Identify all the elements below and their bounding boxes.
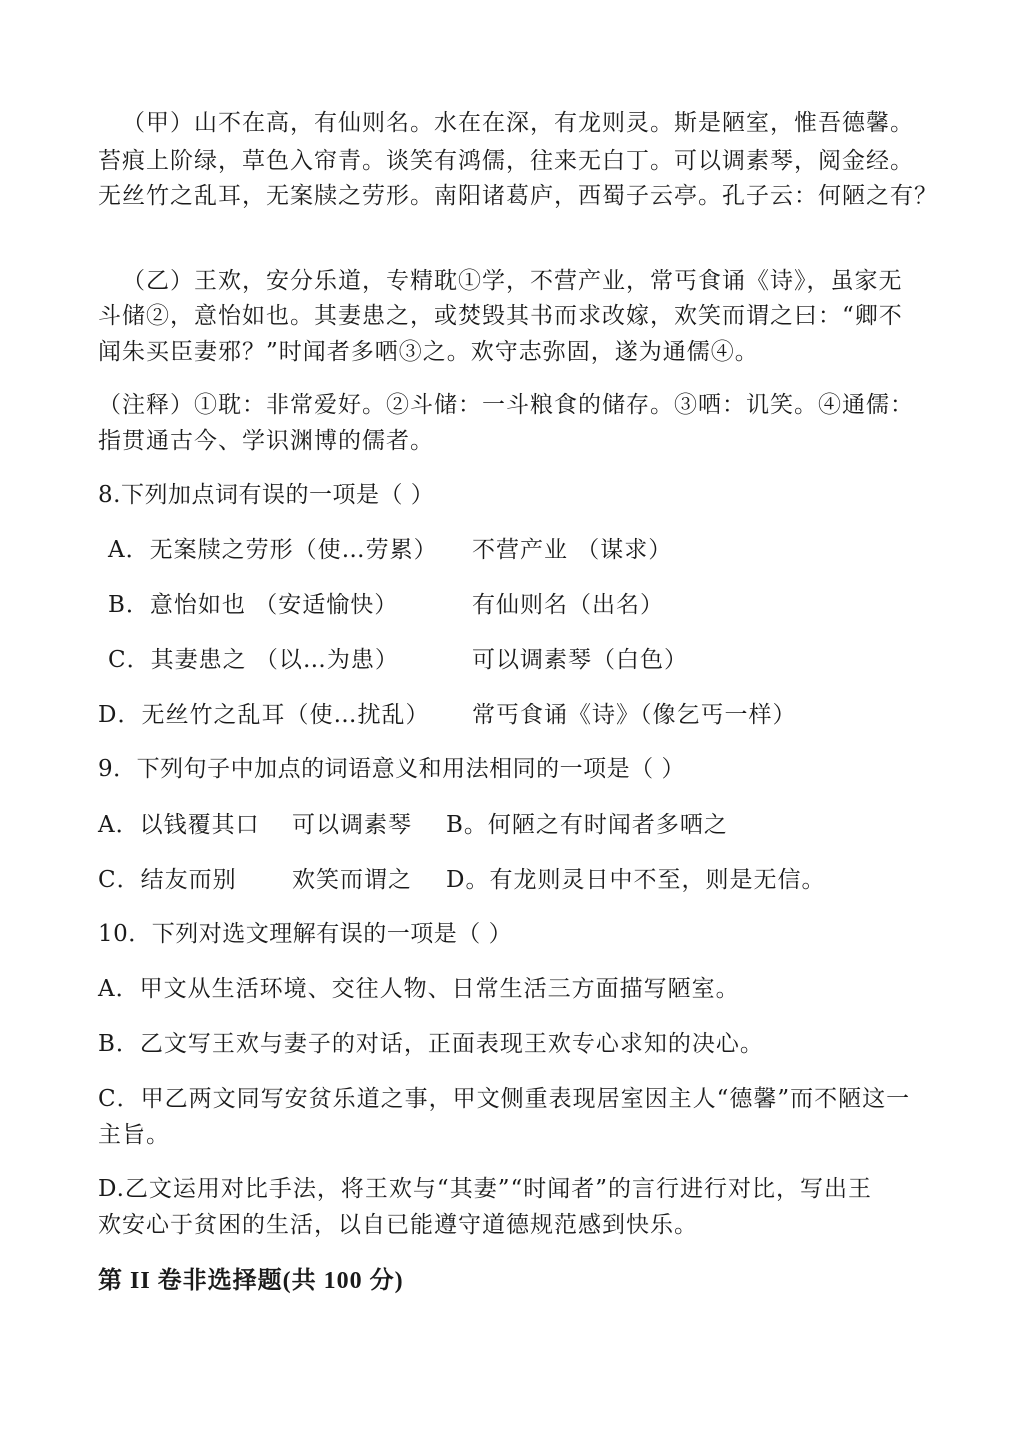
q8-option-d-right: 常丐食诵《诗》（像乞丐一样）	[472, 702, 797, 728]
q8-option-c-left: C．其妻患之 （以…为患）	[108, 647, 399, 673]
passage-yi-line: （乙）王欢，安分乐道，专精耽①学，不营产业，常丐食诵《诗》，虽家无	[122, 268, 903, 294]
q10-option-c-cont: 主旨。	[98, 1122, 170, 1148]
section-title: 第 II 卷非选择题(共 100 分)	[98, 1268, 404, 1294]
q9-row2-b: 欢笑而谓之	[292, 867, 412, 893]
q9-row2-c: D。有龙则灵日中不至，则是无信。	[446, 867, 826, 893]
q8-option-b-left: B．意怡如也 （安适愉快）	[108, 592, 399, 618]
q10-option-d-cont: 欢安心于贫困的生活，以自已能遵守道德规范感到快乐。	[98, 1212, 698, 1238]
q10-option-a: A．甲文从生活环境、交往人物、日常生活三方面描写陋室。	[98, 976, 740, 1002]
annotation-line: （注释）①耽：非常爱好。②斗储：一斗粮食的储存。③哂：讥笑。④通儒：	[98, 392, 914, 418]
passage-jia-line: （甲）山不在高，有仙则名。水在在深，有龙则灵。斯是陋室，惟吾德馨。	[122, 110, 914, 136]
q9-row2-a: C．结友而别	[98, 867, 237, 893]
q10-option-c: C．甲乙两文同写安贫乐道之事，甲文侧重表现居室因主人“德馨”而不陋这一	[98, 1086, 911, 1112]
passage-jia-line: 无丝竹之乱耳，无案牍之劳形。南阳诸葛庐，西蜀子云亭。孔子云：何陋之有？	[98, 183, 938, 209]
q8-option-a-left: A．无案牍之劳形（使…劳累）	[108, 537, 438, 563]
q8-option-c-right: 可以调素琴（白色）	[472, 647, 688, 673]
passage-yi-line: 斗储②，意怡如也。其妻患之，或焚毁其书而求改嫁，欢笑而谓之曰：“卿不	[98, 303, 903, 329]
question-stem: 9．下列句子中加点的词语意义和用法相同的一项是（ ）	[98, 756, 685, 782]
q10-option-d: D.乙文运用对比手法，将王欢与“其妻”“时闻者”的言行进行对比，写出王	[98, 1176, 872, 1202]
annotation-line: 指贯通古今、学识渊博的儒者。	[98, 428, 434, 454]
q8-option-d-left: D．无丝竹之乱耳（使…扰乱）	[98, 702, 430, 728]
passage-jia-line: 苔痕上阶绿，草色入帘青。谈笑有鸿儒，往来无白丁。可以调素琴，阅金经。	[98, 148, 914, 174]
q9-row1-c: B。何陋之有时闻者多哂之	[446, 812, 728, 838]
q9-row1-b: 可以调素琴	[292, 812, 412, 838]
q10-option-b: B．乙文写王欢与妻子的对话，正面表现王欢专心求知的决心。	[98, 1031, 764, 1057]
q8-option-b-right: 有仙则名（出名）	[472, 592, 664, 618]
question-stem: 10．下列对选文理解有误的一项是（ ）	[98, 921, 513, 947]
q9-row1-a: A．以钱覆其口	[98, 812, 260, 838]
passage-yi-line: 闻朱买臣妻邪？”时闻者多哂③之。欢守志弥固，遂为通儒④。	[98, 339, 759, 365]
q8-option-a-right: 不营产业 （谋求）	[472, 537, 673, 563]
question-stem: 8.下列加点词有误的一项是（ ）	[98, 482, 435, 508]
